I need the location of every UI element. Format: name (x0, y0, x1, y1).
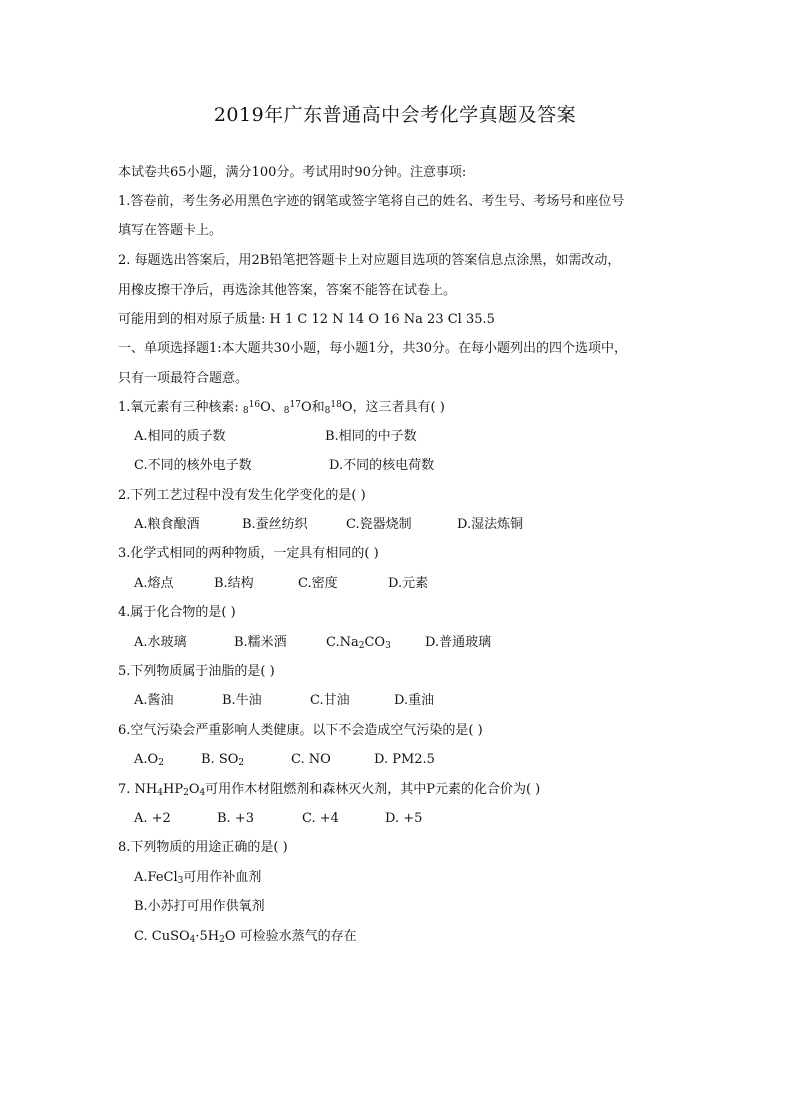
question-3-option-a: A.熔点 (134, 576, 174, 591)
question-6-option-c: C. NO (291, 752, 331, 767)
question-6-option-a: $A.O_2$ (134, 752, 164, 768)
question-3-option-b: B.结构 (214, 576, 254, 591)
question-8-option-c: C. $CuSO_4\cdot 5H_2O$ 可检验水蒸气的存在 (134, 929, 357, 945)
question-6-option-d: D. PM2.5 (374, 752, 435, 767)
question-2-option-b: B.蚕丝纺织 (242, 517, 308, 532)
question-6-stem: 6.空气污染会严重影响人类健康。以下不会造成空气污染的是( ) (118, 723, 483, 738)
question-4-option-c: $C.Na_2CO_3$ (326, 635, 391, 651)
intro-line-3: 填写在答题卡上。 (118, 223, 223, 238)
question-4-stem: 4.属于化合物的是( ) (118, 605, 236, 620)
question-6-option-b: B. $SO_2$ (201, 752, 245, 768)
question-8-option-a: A.FeCl$_3$可用作补血剂 (134, 870, 262, 886)
question-1-option-b: B.相同的中子数 (325, 429, 417, 444)
question-5-stem: 5.下列物质属于油脂的是( ) (118, 664, 275, 679)
intro-line-1: 本试卷共65小题，满分100分。考试用时90分钟。注意事项: (118, 165, 467, 180)
question-7-option-b: B. +3 (217, 811, 254, 826)
question-1-option-a: A.相同的质子数 (134, 429, 226, 444)
question-5-option-b: B.牛油 (222, 693, 262, 708)
question-7-stem: 7. $NH_4HP_2O_4$可用作木材阻燃剂和森林灭火剂，其中P元素的化合价为( ) (118, 782, 541, 798)
question-3-option-c: C.密度 (298, 576, 338, 591)
question-1-option-d: D.不同的核电荷数 (329, 458, 435, 473)
question-2-option-c: C.瓷器烧制 (346, 517, 412, 532)
question-5-option-a: A.酱油 (134, 693, 174, 708)
question-2-stem: 2.下列工艺过程中没有发生化学变化的是( ) (118, 488, 366, 503)
question-3-stem: 3.化学式相同的两种物质，一定具有相同的( ) (118, 546, 379, 561)
atomic-masses: 可能用到的相对原子质量: H 1 C 12 N 14 O 16 Na 23 Cl 35.5 (118, 312, 495, 327)
question-7-option-a: A. +2 (134, 811, 171, 826)
question-3-option-d: D.元素 (388, 576, 429, 591)
question-1-stem: 1.氧元素有三种核素: $_8^{16}$O、$_8^{17}$O和$_8^{18}$O，这三者具有( ) (118, 400, 445, 416)
page-title: 2019年广东普通高中会考化学真题及答案 (213, 104, 577, 126)
intro-line-5: 用橡皮擦干净后，再选涂其他答案，答案不能答在试卷上。 (118, 283, 457, 298)
intro-line-2: 1.答卷前，考生务必用黑色字迹的钢笔或签字笔将自己的姓名、考生号、考场号和座位号 (118, 194, 625, 209)
question-4-option-b: B.糯米酒 (234, 635, 287, 650)
question-1-option-c: C.不同的核外电子数 (134, 458, 252, 473)
question-7-option-d: D. +5 (385, 811, 423, 826)
section-heading-2: 只有一项最符合题意。 (118, 371, 249, 386)
question-4-option-a: A.水玻璃 (134, 635, 187, 650)
question-4-option-d: D.普通玻璃 (425, 635, 492, 650)
question-7-option-c: C. +4 (302, 811, 339, 826)
question-2-option-a: A.粮食酿酒 (134, 517, 200, 532)
question-2-option-d: D.湿法炼铜 (457, 517, 524, 532)
section-heading-1: 一、单项选择题1:本大题共30小题，每小题1分，共30分。在每小题列出的四个选项中， (118, 341, 628, 356)
question-8-option-b: B.小苏打可用作供氧剂 (134, 899, 265, 914)
intro-line-4: 2. 每题选出答案后，用2B铅笔把答题卡上对应题目选项的答案信息点涂黑，如需改动， (118, 253, 621, 268)
question-5-option-d: D.重油 (394, 693, 435, 708)
question-5-option-c: C.甘油 (310, 693, 350, 708)
question-8-stem: 8.下列物质的用途正确的是( ) (118, 840, 288, 855)
